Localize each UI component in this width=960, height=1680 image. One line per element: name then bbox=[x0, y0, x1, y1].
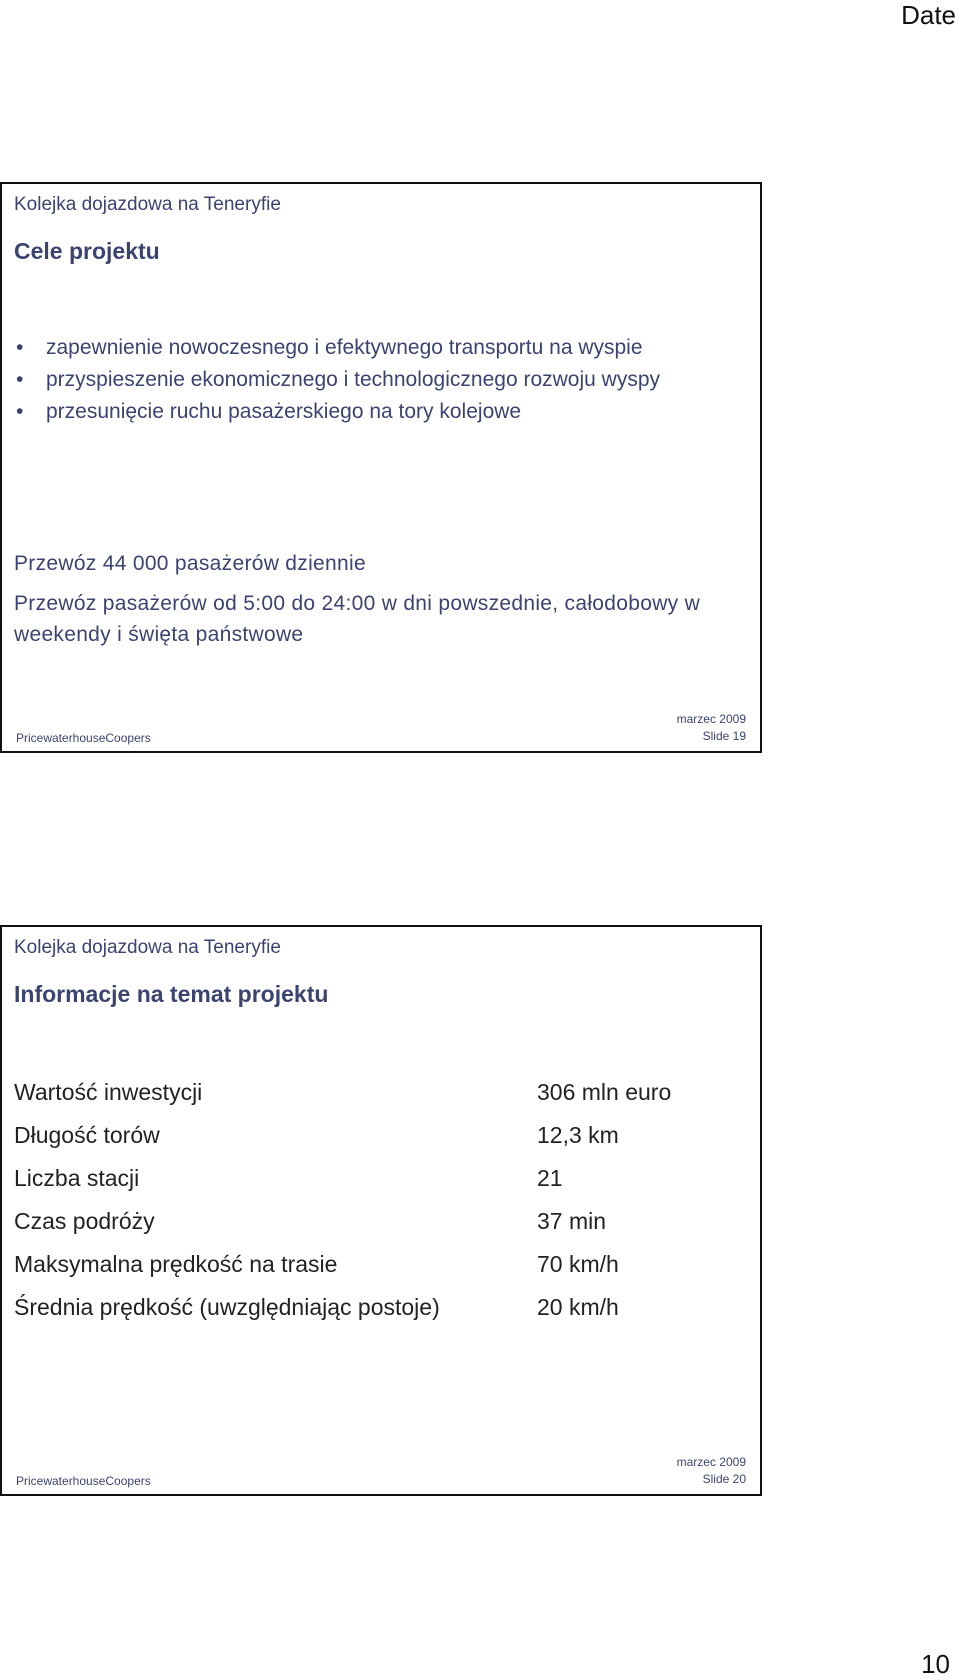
page-header-date: Date bbox=[901, 0, 956, 30]
row-value: 306 mln euro bbox=[537, 1079, 672, 1105]
paragraph-service-hours: Przewóz pasażerów od 5:00 do 24:00 w dni powszednie, całodobowy w weekendy i święta państwowe bbox=[14, 592, 701, 646]
slide-title: Informacje na temat projektu bbox=[14, 981, 329, 1007]
row-label: Długość torów bbox=[14, 1122, 160, 1148]
bullet-icon: • bbox=[16, 400, 24, 423]
footer-company: PricewaterhouseCoopers bbox=[16, 731, 151, 745]
project-info-table bbox=[14, 1071, 671, 1329]
footer-meta bbox=[677, 711, 746, 745]
footer-meta bbox=[677, 1454, 746, 1488]
bullet-text: zapewnienie nowoczesnego i efektywnego transportu na wyspie bbox=[46, 336, 643, 359]
row-label: Maksymalna prędkość na trasie bbox=[14, 1251, 338, 1277]
slide-kicker: Kolejka dojazdowa na Teneryfie bbox=[14, 937, 281, 958]
bullet-list bbox=[14, 332, 734, 428]
table-row bbox=[14, 1157, 671, 1200]
row-value: 12,3 km bbox=[537, 1122, 619, 1148]
table-row bbox=[14, 1114, 671, 1157]
bullet-item bbox=[14, 396, 734, 427]
slide-20 bbox=[0, 925, 762, 1496]
page-number: 10 bbox=[921, 1649, 950, 1679]
table-row bbox=[14, 1286, 671, 1329]
bullet-text: przyspieszenie ekonomicznego i technologicznego rozwoju wyspy bbox=[46, 368, 660, 391]
row-label: Liczba stacji bbox=[14, 1165, 140, 1191]
bullet-text: przesunięcie ruchu pasażerskiego na tory kolejowe bbox=[46, 400, 522, 423]
bullet-item bbox=[14, 364, 734, 395]
table-row bbox=[14, 1200, 671, 1243]
bullet-item bbox=[14, 332, 734, 363]
footer-slide-number: Slide 19 bbox=[702, 729, 746, 743]
slide-title: Cele projektu bbox=[14, 238, 160, 264]
row-value: 21 bbox=[537, 1165, 563, 1191]
row-label: Czas podróży bbox=[14, 1208, 155, 1234]
row-value: 70 km/h bbox=[537, 1251, 619, 1277]
row-label: Wartość inwestycji bbox=[14, 1079, 203, 1105]
table-row bbox=[14, 1243, 671, 1286]
footer-date: marzec 2009 bbox=[676, 712, 746, 726]
slide-kicker: Kolejka dojazdowa na Teneryfie bbox=[14, 194, 281, 215]
footer-slide-number: Slide 20 bbox=[702, 1472, 746, 1486]
footer-date: marzec 2009 bbox=[676, 1455, 746, 1469]
row-value: 37 min bbox=[537, 1208, 607, 1234]
slide-19 bbox=[0, 182, 762, 753]
footer-company: PricewaterhouseCoopers bbox=[16, 1474, 151, 1488]
bullet-icon: • bbox=[16, 336, 24, 359]
row-label: Średnia prędkość (uwzględniając postoje) bbox=[14, 1294, 440, 1320]
row-value: 20 km/h bbox=[537, 1294, 619, 1320]
table-row bbox=[14, 1071, 671, 1114]
bullet-icon: • bbox=[16, 368, 24, 391]
paragraph-daily-passengers: Przewóz 44 000 pasażerów dziennie bbox=[14, 552, 366, 575]
